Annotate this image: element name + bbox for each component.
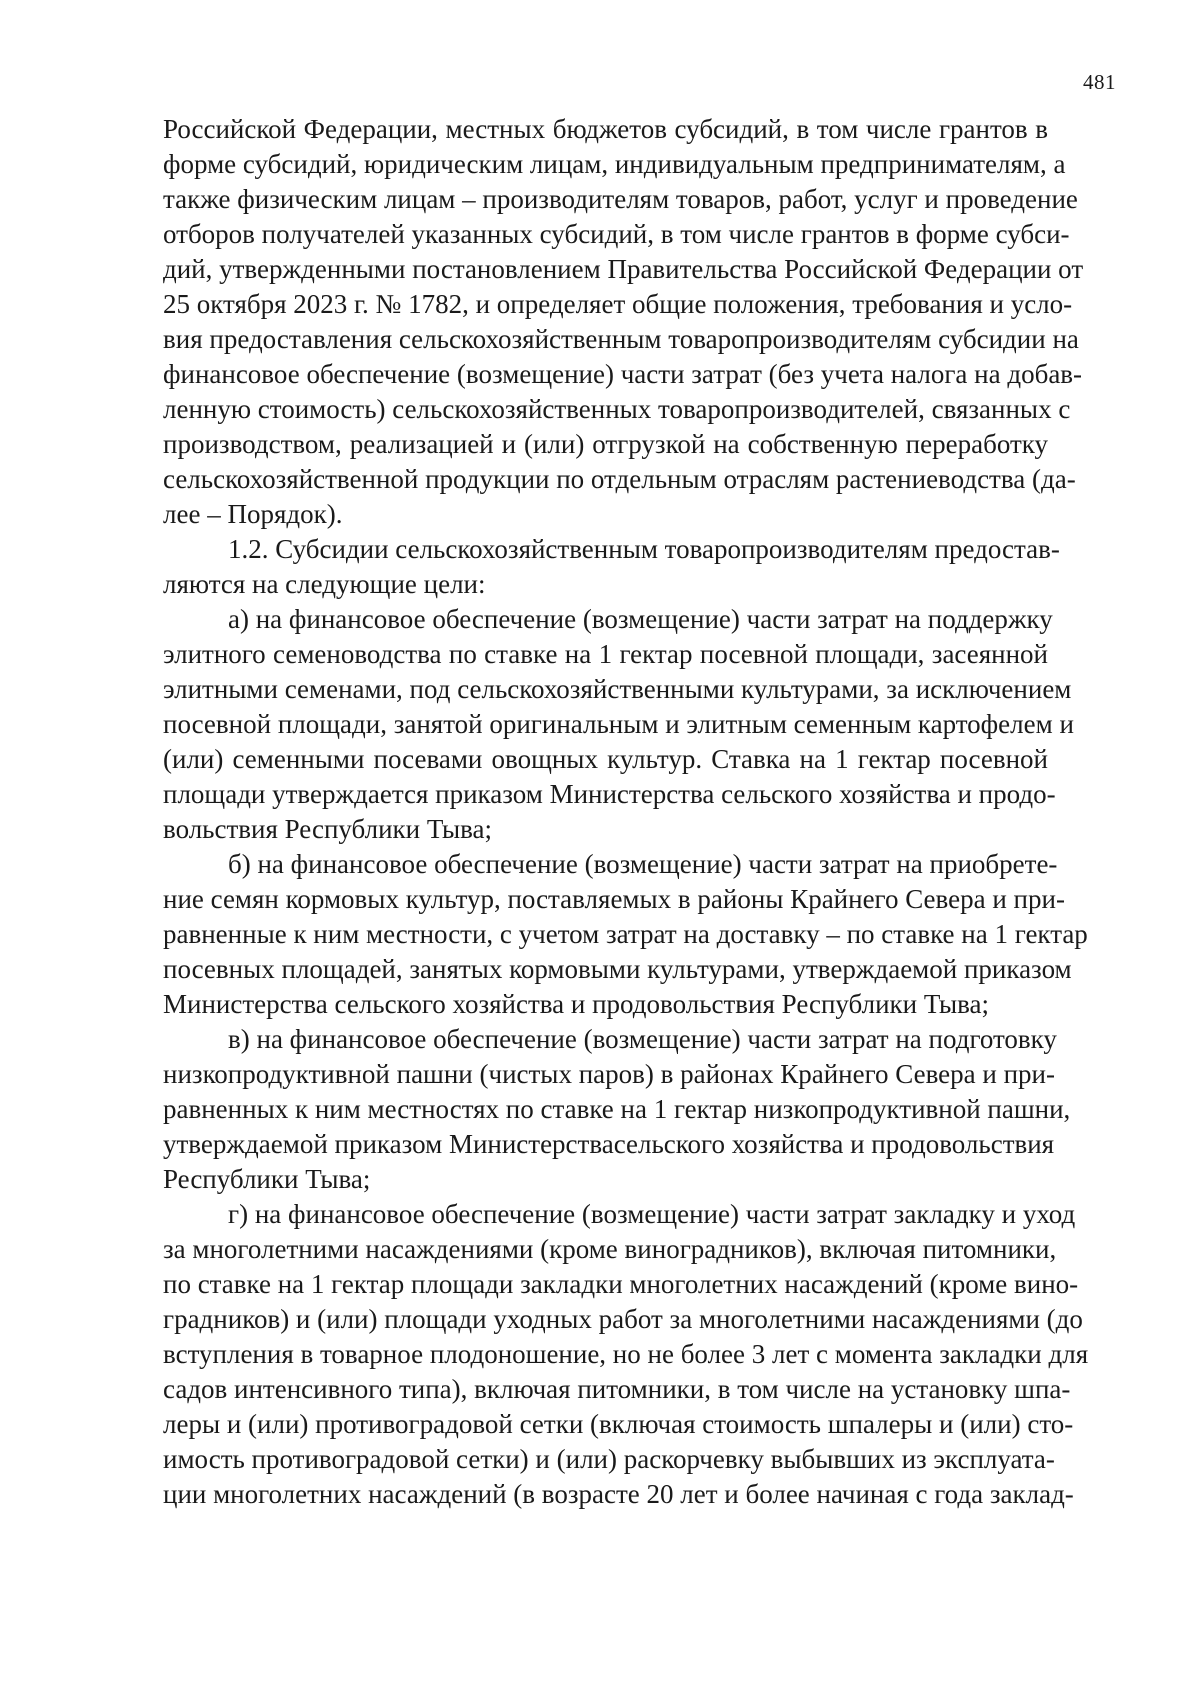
text-line: элитными семенами, под сельскохозяйственными культурами, за исключением <box>163 674 1072 704</box>
text-line: отборов получателей указанных субсидий, в том числе грантов в форме субси- <box>163 219 1070 249</box>
text-line: ние семян кормовых культур, поставляемых в районы Крайнего Севера и при- <box>163 884 1065 914</box>
text-line: ленную стоимость) сельскохозяйственных товаропроизводителей, связанных с <box>163 394 1071 424</box>
text-line: равненных к ним местностях по ставке на 1 гектар низкопродуктивной пашни, <box>163 1094 1071 1124</box>
text-line: Республики Тыва; <box>163 1164 371 1194</box>
text-line: элитного семеноводства по ставке на 1 гектар посевной площади, засеянной <box>163 639 1048 669</box>
text-line: также физическим лицам – производителям товаров, работ, услуг и проведение <box>163 184 1078 214</box>
text-line: вольствия Республики Тыва; <box>163 814 493 844</box>
text-line: форме субсидий, юридическим лицам, индивидуальным предпринимателям, а <box>163 149 1066 179</box>
text-line: (или) семенными посевами овощных культур. Ставка на 1 гектар посевной <box>163 744 1048 774</box>
page-number: 481 <box>1083 70 1116 94</box>
section-heading-line: 1.2. Субсидии сельскохозяйственным товаропроизводителям предостав- <box>228 534 1060 564</box>
text-line: производством, реализацией и (или) отгрузкой на собственную переработку <box>163 429 1048 459</box>
list-item-a-line: а) на финансовое обеспечение (возмещение) части затрат на поддержку <box>228 604 1053 634</box>
text-line: площади утверждается приказом Министерства сельского хозяйства и продо- <box>163 779 1056 809</box>
text-line: равненные к ним местности, с учетом затрат на доставку – по ставке на 1 гектар <box>163 919 1088 949</box>
text-line: 25 октября 2023 г. № 1782, и определяет общие положения, требования и усло- <box>163 289 1073 319</box>
text-line: по ставке на 1 гектар площади закладки многолетних насаждений (кроме вино- <box>163 1269 1079 1299</box>
text-line: вия предоставления сельскохозяйственным товаропроизводителям субсидии на <box>163 324 1079 354</box>
text-line: Министерства сельского хозяйства и продовольствия Республики Тыва; <box>163 989 990 1019</box>
text-line: садов интенсивного типа), включая питомники, в том числе на установку шпа- <box>163 1374 1071 1404</box>
text-line: утверждаемой приказом Министерствасельского хозяйства и продовольствия <box>163 1129 1055 1159</box>
list-item-b-line: б) на финансовое обеспечение (возмещение) части затрат на приобрете- <box>228 849 1058 879</box>
text-line: финансовое обеспечение (возмещение) части затрат (без учета налога на добав- <box>163 359 1083 389</box>
text-line: имость противоградовой сетки) и (или) раскорчевку выбывших из эксплуата- <box>163 1444 1055 1474</box>
text-line: Российской Федерации, местных бюджетов субсидий, в том числе грантов в <box>163 114 1048 144</box>
list-item-v-line: в) на финансовое обеспечение (возмещение) части затрат на подготовку <box>228 1024 1057 1054</box>
text-line: вступления в товарное плодоношение, но не более 3 лет с момента закладки для <box>163 1339 1089 1369</box>
text-line: сельскохозяйственной продукции по отдельным отраслям растениеводства (да- <box>163 464 1076 494</box>
text-line: ции многолетних насаждений (в возрасте 20 лет и более начиная с года заклад- <box>163 1479 1074 1509</box>
text-line: посевной площади, занятой оригинальным и элитным семенным картофелем и <box>163 709 1074 739</box>
text-line: лее – Порядок). <box>163 499 343 529</box>
text-line: леры и (или) противоградовой сетки (включая стоимость шпалеры и (или) сто- <box>163 1409 1074 1439</box>
text-line: за многолетними насаждениями (кроме виноградников), включая питомники, <box>163 1234 1057 1264</box>
text-line: ляются на следующие цели: <box>163 569 486 599</box>
text-line: посевных площадей, занятых кормовыми культурами, утверждаемой приказом <box>163 954 1072 984</box>
text-line: дий, утвержденными постановлением Правительства Российской Федерации от <box>163 254 1084 284</box>
list-item-g-line: г) на финансовое обеспечение (возмещение) части затрат закладку и уход <box>228 1199 1076 1229</box>
text-line: низкопродуктивной пашни (чистых паров) в районах Крайнего Севера и при- <box>163 1059 1055 1089</box>
text-line: градников) и (или) площади уходных работ за многолетними насаждениями (до <box>163 1304 1083 1334</box>
